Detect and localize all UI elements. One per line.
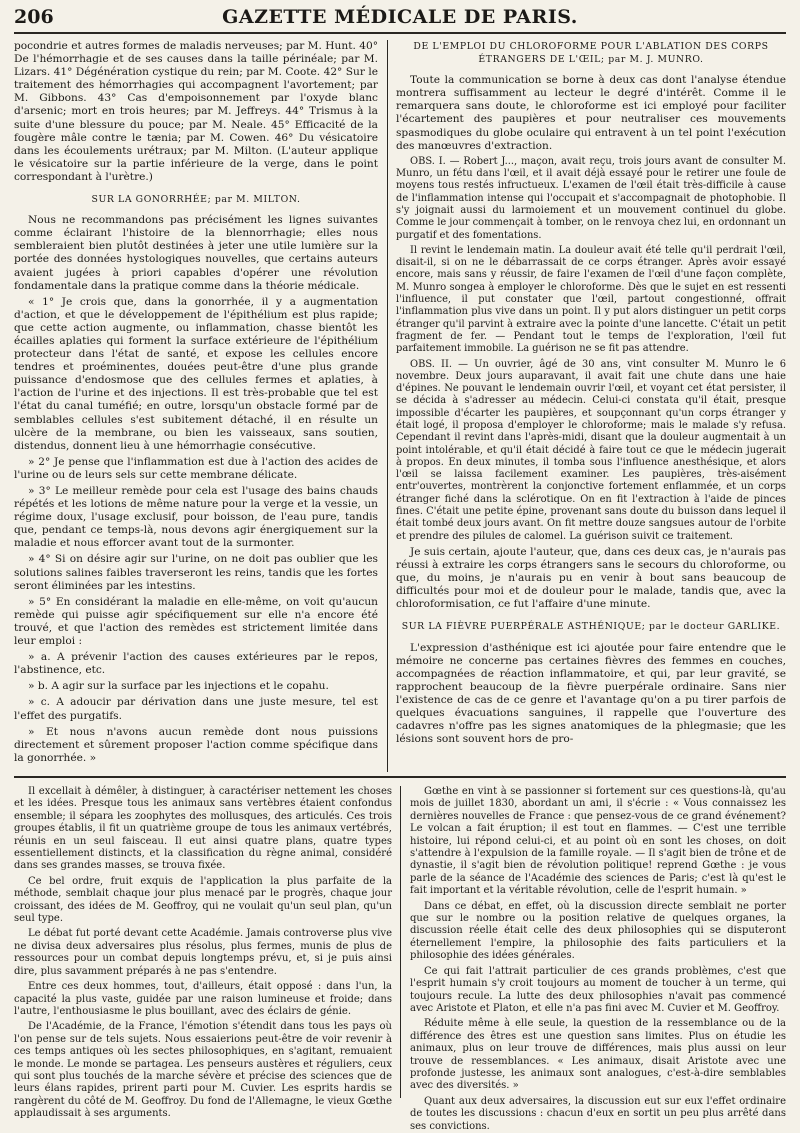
feuilleton-paragraph: Ce bel ordre, fruit exquis de l'application la plus parfaite de la méthode, semblait chaque jour plus menacé par le progrès, chaque jour croissant, des idées de M. Geoffroy, qui ne voulait qu'un seul plan, qu'un seul type. [14,875,392,925]
feuilleton-paragraph: De l'Académie, de la France, l'émotion s'étendit dans tous les pays où l'on pense sur de tels sujets. Nous essaierions peut-être de voir revenir à ces temps antiques où les sectes philosophiques, en s'agitant, remuaient le monde. Le monde se partagea. Les penseurs austères et réguliers, ceux qui sont plus touchés de la marche sévère et précise des sciences que de leurs élans rapides, prirent parti pour M. Cuvier. Les esprits hardis se rangèrent du côté de M. Geoffroy. Du fond de l'Allemagne, le vieux Gœthe applaudissait à ses arguments. [14,1021,392,1120]
paragraph: » b. A agir sur la surface par les injections et le copahu. [28,680,329,693]
paragraph: » 5° En considérant la maladie en elle-même, on voit qu'aucun remède qui puisse agir spécifiquement sur elle n'a encore été trouvé, et que l'action des remèdes est strictement limitée dans leur emploi : [14,595,378,648]
paragraph: Nous ne recommandons pas précisément les lignes suivantes comme éclairant l'histoire de la blennorrhagie; elles nous sembleraient bien plutôt destinées à jeter une utile lumière sur la portée des données hystologiques nouvelles, que certains auteurs avaient jugées à priori capables d'opérer une révolution fondamentale dans la pratique comme dans la théorie médicale. [14,214,378,292]
feuilleton-paragraph: Le débat fut porté devant cette Académie. Jamais controverse plus vive ne divisa deux adversaires plus résolus, plus fermes, munis de plus de ressources pour un combat depuis longtemps prévu, et, si je puis ainsi dire, plus savamment préparés à ne pas s'entendre. [14,928,392,977]
paragraph: » 4° Si on désire agir sur l'urine, on ne doit pas oublier que les solutions salines faibles traverseront les reins, tandis que les fortes seront éliminées par les intestins. [14,553,378,592]
paragraph: » a. A prévenir l'action des causes extérieures par le repos, l'abstinence, etc. [14,651,378,677]
feuilleton-right-column [410,786,786,1132]
feuilleton-divider [14,776,786,778]
paragraph: » c. A adoucir par dérivation dans une juste mesure, tel est l'effet des purgatifs. [14,696,378,722]
page-number: 206 [14,6,54,28]
section-heading-chloroforme: DE L'EMPLOI DU CHLOROFORME POUR L'ABLATION DES CORPS ÉTRANGERS DE L'ŒIL; par M. J. MUNRO. [413,41,769,66]
feuilleton-left-column [14,786,392,1120]
left-column [14,40,378,770]
paragraph: Toute la communication se borne à deux cas dont l'analyse étendue montrera suffisamment au lecteur le degré d'intérêt. Comme il le remarquera sans doute, le chloroforme est ici employé pour faciliter l'écartement des paupières et pour neutraliser ces mouvements spasmodiques du globe oculaire qui entravent à un tel point l'exécution des manœuvres d'extraction. [396,74,786,152]
feuilleton-column-divider [400,786,401,1098]
observation-1-cont: Il revint le lendemain matin. La douleur avait été telle qu'il perdrait l'œil, disait-il, si on ne le débarrassait de ce corps étranger. Après avoir essayé encore, mais sans y réussir, de faire l'examen de l'œil d'une façon complète, M. Munro songea à employer le chloroforme. Dès que le sujet en est ressenti l'influence, il put constater que l'œil, partout congestionné, offrait l'inflammation plus vive dans un point. Il y put alors distinguer un petit corps étranger qu'il parvint à extraire avec la pointe d'une lancette. C'était un petit fragment de fer. — Pendant tout le temps de l'exploration, l'œil fut parfaitement immobile. La guérison ne se fit pas attendre. [396,244,786,355]
section-heading-fievre: SUR LA FIÈVRE PUERPÉRALE ASTHÉNIQUE; par le docteur GARLIKE. [401,621,781,633]
right-column [396,40,786,770]
feuilleton-paragraph: Entre ces deux hommes, tout, d'ailleurs, était opposé : dans l'un, la capacité la plus vaste, guidée par une raison lumineuse et froide; dans l'autre, l'enthousiasme le plus bouillant, avec des éclairs de génie. [14,981,392,1017]
paragraph: » Et nous n'avons aucun remède dont nous puissions directement et sûrement proposer l'action comme spécifique dans la gonorrhée. » [14,725,378,764]
column-divider [387,40,388,772]
feuilleton-paragraph: Gœthe en vint à se passionner si fortement sur ces questions-là, qu'au mois de juillet 1830, abordant un ami, il s'écrie : « Vous connaissez les dernières nouvelles de France : que pensez-vous de ce grand événement? Le volcan a fait éruption; il est tout en flammes. — C'est une terrible histoire, lui répond celui-ci, et au point où en sont les choses, on doit s'attendre à l'expulsion de la famille royale. — Il s'agit bien de trône et de dynastie, il s'agit bien de révolution politique! reprend Gœthe : je vous parle de la séance de l'Académie des sciences de Paris; c'est là qu'est le fait important et la véritable révolution, celle de l'esprit humain. » [410,786,786,897]
page-header [14,2,786,34]
bibliography-list: pocondrie et autres formes de maladis nerveuses; par M. Hunt. 40° De l'hémorrhagie et de ses causes dans la taille périnéale; par M. Lizars. 41° Dégénération cystique du rein; par M. Coote. 42° Sur le traitement des hémorrhagies qui accompagnent l'avortement; par M. Gibbons. 43° Cas d'empoisonnement par l'oxyde blanc d'arsenic; mort en trois heures; par M. Jeffreys. 44° Trismus à la suite d'une blessure du pouce; par M. Neale. 45° Efficacité de la fougère mâle contre le tænia; par M. Cowen. 46° Du vésicatoire dans les écoulements urétraux; par M. Milton. (L'auteur applique le vésicatoire sur la partie inférieure de la verge, dans le point correspondant à l'urètre.) [14,40,378,183]
journal-title: GAZETTE MÉDICALE DE PARIS. [222,6,578,28]
paragraph: Je suis certain, ajoute l'auteur, que, dans ces deux cas, je n'aurais pas réussi à extraire les corps étrangers sans le secours du chloroforme, ou que, du moins, je n'aurais pu en venir à bout sans beaucoup de difficultés pour moi et de douleur pour le malade, tandis que, avec la chloroformisation, ce fut l'affaire d'une minute. [396,545,786,611]
feuilleton-paragraph: Il excellait à démêler, à distinguer, à caractériser nettement les choses et les idées. Presque tous les animaux sans vertèbres étaient confondus ensemble; il sépara les zoophytes des mollusques, des articulés. Ces trois groupes établis, il fit un quatrième groupe de tous les animaux vertébrés, réunis en un seul faisceau. Il eut ainsi quatre plans, quatre types essentiellement distincts, et la classification du règne animal, considéré dans ses grandes masses, se trouva fixée. [14,786,392,872]
feuilleton-paragraph: Dans ce débat, en effet, où la discussion directe semblait ne porter que sur le nombre ou la position relative de quelques organes, la discussion réelle était celle des deux philosophies qui se disputeront éternellement l'empire, la philosophie des faits particuliers et la philosophie des idées générales. [410,900,786,962]
paragraph: » 3° Le meilleur remède pour cela est l'usage des bains chauds répétés et les lotions de même nature pour la verge et la vessie, un régime doux, l'usage exclusif, pour boisson, de l'eau pure, tandis que, pendant ce temps-là, nous devons agir énergiquement sur la maladie et nous efforcer avant tout de la surmonter. [14,485,378,550]
observation-1: OBS. I. — Robert J..., maçon, avait reçu, trois jours avant de consulter M. Munro, un fétu dans l'œil, et il avait déjà essayé pour le retirer une foule de moyens tous restés infructueux. L'examen de l'œil était très-difficile à cause de l'inflammation intense qui l'occupait et s'accompagnait de photophobie. Il s'y joignait aussi du larmoiement et un mouvement continuel du globe. Comme le jour commençait à tomber, on le renvoya chez lui, en ordonnant un purgatif et des fomentations. [396,155,786,241]
paragraph: « 1° Je crois que, dans la gonorrhée, il y a augmentation d'action, et que le développement de l'épithélium est plus rapide; que cette action augmente, ou inflammation, chasse bientôt les écailles aplaties qui forment la surface extérieure de l'épithélium protecteur dans l'état de santé, et expose les cellules encore tendres et proéminentes, douées peut-être d'une plus grande puissance d'endosmose que des cellules fermes et aplaties, à l'action de l'urine et des injections. Il est très-probable que tel est l'état du canal tuméfié; en outre, lorsqu'un obstacle formé par de semblables cellules s'est subitement détaché, il en résulte un ulcère de la membrane, ou bien les vaisseaux, sans soutien, distendus, donnent lieu à une hémorrhagie consécutive. [14,295,378,452]
section-heading-gonorrhee: SUR LA GONORRHÉE; par M. MILTON. [91,194,301,206]
feuilleton-paragraph: Réduite même à elle seule, la question de la ressemblance ou de la différence des êtres est une question sans limites. Plus on étudie les animaux, plus on leur trouve de différences, mais plus aussi on leur trouve de ressemblances. « Les animaux, disait Aristote avec une profonde justesse, les animaux sont analogues, c'est-à-dire semblables avec des diversités. » [410,1018,786,1092]
paragraph: » 2° Je pense que l'inflammation est due à l'action des acides de l'urine ou de leurs sels sur cette membrane délicate. [14,455,378,481]
observation-2: OBS. II. — Un ouvrier, âgé de 30 ans, vint consulter M. Munro le 6 novembre. Deux jours auparavant, il avait fait une chute dans une haie d'épines. Ne pouvant le lendemain ouvrir l'œil, et voyant cet état persister, il se décida à s'adresser au médecin. Celui-ci constata qu'il était, presque impossible d'écarter les paupières, et soupçonnant qu'un corps étranger y était logé, il proposa d'employer le chloroforme; mais le malade s'y refusa. Cependant il revint dans l'après-midi, disant que la douleur augmentait à un point intolérable, et qu'il était décidé à faire tout ce que le médecin jugerait à propos. En deux minutes, il tomba sous l'influence anesthésique, et alors l'œil se laissa facilement examiner. Les paupières, très-aisément entr'ouvertes, montrèrent la conjonctive fortement enflammée, et un corps étranger fiché dans la sclérotique. On en fit l'extraction à l'aide de pinces fines. C'était une petite épine, provenant sans doute du buisson dans lequel il était tombé deux jours avant. On fit mettre douze sangsues autour de l'orbite et prendre des pilules de calomel. La guérison suivit ce traitement. [396,358,786,542]
feuilleton-paragraph: Quant aux deux adversaires, la discussion eut sur eux l'effet ordinaire de toutes les discussions : chacun d'eux en sortit un peu plus arrêté dans ses convictions. [410,1095,786,1132]
feuilleton-paragraph: Ce qui fait l'attrait particulier de ces grands problèmes, c'est que l'esprit humain s'y croit toujours au moment de toucher à un terme, qui toujours recule. La lutte des deux philosophies n'avait pas commencé avec Aristote et Platon, et elle n'a pas fini avec M. Cuvier et M. Geoffroy. [410,965,786,1014]
paragraph: L'expression d'asthénique est ici ajoutée pour faire entendre que le mémoire ne concerne pas certaines fièvres des femmes en couches, accompagnées de réaction inflammatoire, et qui, par leur gravité, se rapprochent beaucoup de la fièvre puerpérale ordinaire. Sans nier l'existence de cas de ce genre et l'avantage qu'on a pu tirer parfois de quelques évacuations sanguines, il rappelle que l'ouverture des cadavres n'offre pas les signes anatomiques de la phlegmasie; que les lésions sont souvent hors de pro- [396,641,786,746]
